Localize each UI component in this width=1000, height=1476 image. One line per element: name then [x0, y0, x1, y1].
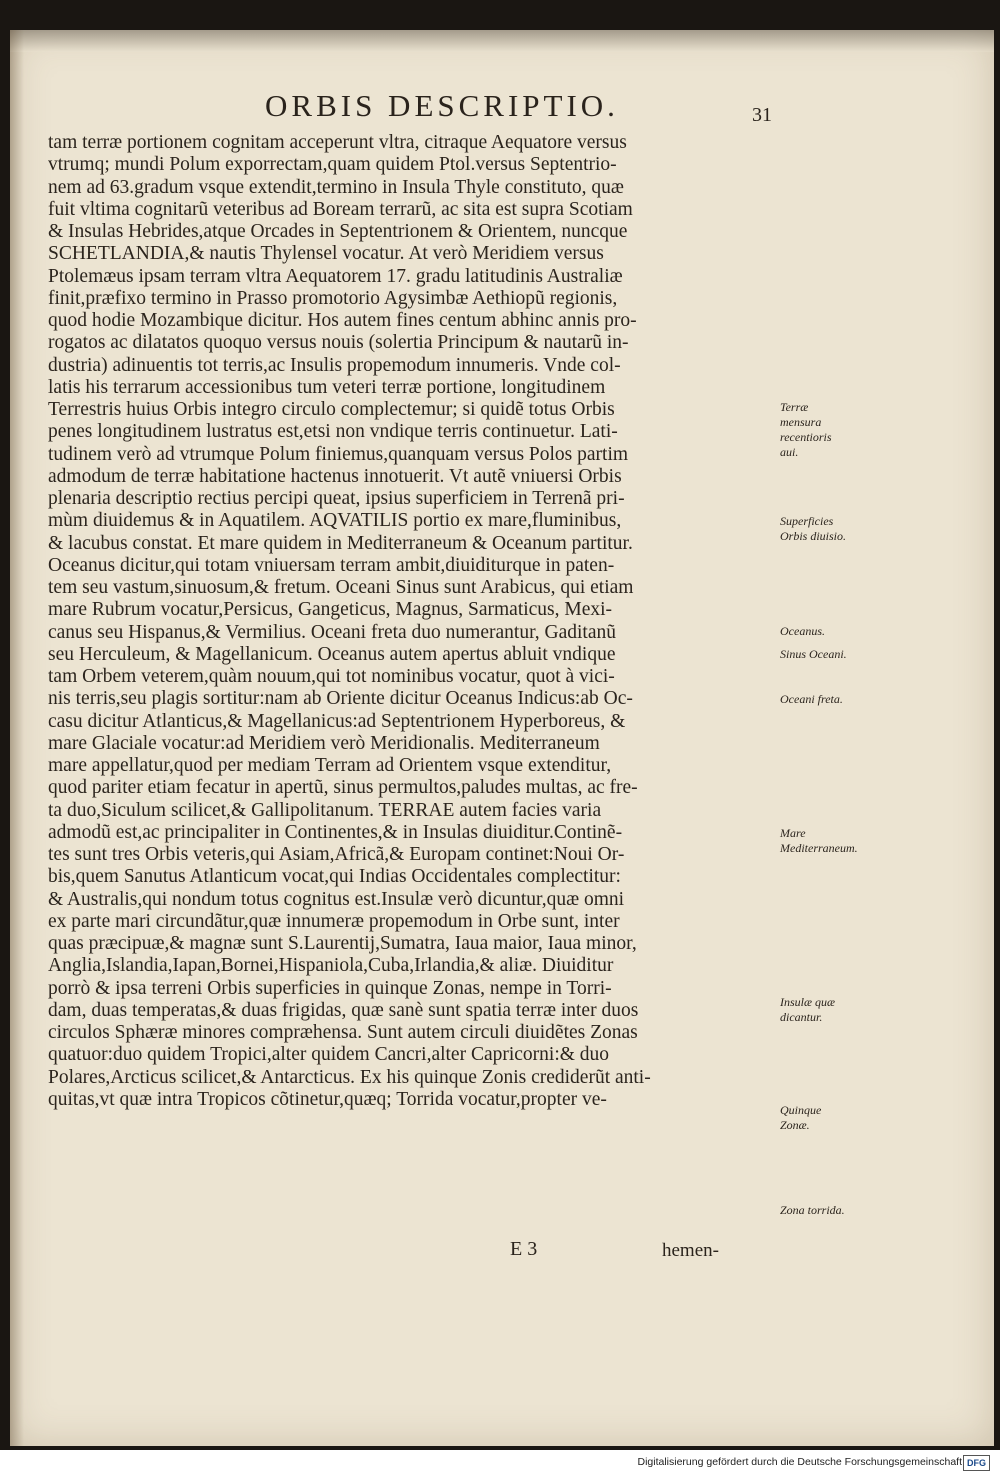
text-line: quod hodie Mozambique dicitur. Hos autem fines centum abhinc annis pro-	[48, 310, 637, 331]
text-line: tes sunt tres Orbis veteris,qui Asiam,Africã,& Europam continet:Noui Or-	[48, 844, 625, 865]
margin-note: Oceanus.	[780, 624, 825, 638]
text-line: mùm diuidemus & in Aquatilem. AQVATILIS portio ex mare,fluminibus,	[48, 510, 622, 532]
text-line: fuit vltima cognitarũ veteribus ad Boream terrarũ, ac sita est supra Scotiam	[48, 198, 633, 220]
text-line: & Insulas Hebrides,atque Orcades in Septentrionem & Orientem, nuncque	[48, 221, 628, 242]
text-line: quitas,vt quæ intra Tropicos cõtinetur,quæq; Torrida vocatur,propter ve-	[48, 1088, 607, 1110]
text-line: ex parte mari circundãtur,quæ innumeræ propemodum in Orbe sunt, inter	[48, 910, 620, 932]
text-line: porrò & ipsa terreni Orbis superficies in quinque Zonas, nempe in Torri-	[48, 977, 612, 999]
margin-note: Quinque Zonæ.	[780, 1103, 822, 1132]
text-line: seu Herculeum, & Magellanicum. Oceanus autem apertus abluit vndique	[48, 643, 616, 665]
body-text	[48, 132, 788, 1111]
text-line: dam, duas temperatas,& duas frigidas, quæ sanè sunt spatia terræ inter duos	[48, 999, 639, 1021]
margin-note: Sinus Oceani.	[780, 647, 847, 661]
text-line: nem ad 63.gradum vsque extendit,termino in Insula Thyle constituto, quæ	[48, 176, 624, 198]
signature-mark: E 3	[510, 1238, 538, 1260]
text-line: tudinem verò ad vtrumque Polum finiemus,quanquam versus Polos partim	[48, 443, 629, 465]
text-line: quas præcipuæ,& magnæ sunt S.Laurentij,Sumatra, Iaua maior, Iaua minor,	[48, 933, 637, 954]
text-line: canus seu Hispanus,& Vermilius. Oceani freta duo numerantur, Gaditanũ	[48, 621, 617, 643]
book-page	[10, 30, 994, 1446]
text-line: bis,quem Sanutus Atlanticum vocat,qui Indias Occidentales complectitur:	[48, 866, 621, 888]
margin-note: Superficies Orbis diuisio.	[780, 514, 847, 543]
text-line: ta duo,Siculum scilicet,& Gallipolitanum. TERRAE autem facies varia	[48, 799, 602, 821]
page-gutter-shadow	[10, 30, 24, 1446]
text-line: finit,præfixo termino in Prasso promotorio Agysimbæ Aethiopũ regionis,	[48, 287, 618, 309]
text-line: circulos Sphæræ minores compræhensa. Sunt autem circuli diuidẽtes Zonas	[48, 1022, 638, 1043]
catchword: hemen-	[662, 1240, 719, 1261]
margin-note: Insulæ quæ dicantur.	[780, 995, 836, 1024]
text-line: Terrestris huius Orbis integro circulo complectemur; si quidẽ totus Orbis	[48, 399, 615, 420]
text-line: admodũ est,ac principaliter in Continentes,& in Insulas diuiditur.Continẽ-	[48, 821, 623, 843]
text-line: mare Rubrum vocatur,Persicus, Gangeticus, Magnus, Sarmaticus, Mexi-	[48, 599, 613, 621]
page-number: 31	[752, 104, 772, 126]
text-line: SCHETLANDIA,& nautis Thylensel vocatur. At verò Meridiem versus	[48, 243, 604, 265]
text-line: quatuor:duo quidem Tropici,alter quidem Cancri,alter Capricorni:& duo	[48, 1044, 610, 1066]
margin-note: Mare Mediterraneum.	[780, 826, 858, 855]
text-line: & lacubus constat. Et mare quidem in Mediterraneum & Oceanum partitur.	[48, 532, 633, 554]
text-line: mare appellatur,quod per mediam Terram ad Orientem vsque extenditur,	[48, 755, 612, 776]
text-line: Oceanus dicitur,qui totam vniuersam terram ambit,diuiditurque in paten-	[48, 554, 615, 576]
text-line: penes longitudinem lustratus est,etsi non vndique terris continuetur. Lati-	[48, 421, 618, 443]
page-top-shadow	[10, 30, 994, 52]
margin-note: Zona torrida.	[780, 1203, 845, 1217]
text-line: tam Orbem veterem,quàm nouum,qui tot nominibus vocatur, quot à vici-	[48, 666, 615, 687]
text-line: mare Glaciale vocatur:ad Meridiem verò Meridionalis. Mediterraneum	[48, 732, 600, 754]
text-line: quod pariter etiam fecatur in apertũ, sinus permultos,paludes multas, ac fre-	[48, 777, 638, 799]
text-line: plenaria descriptio rectius percipi queat, ipsius superficiem in Terrenã pri-	[48, 488, 625, 509]
text-line: & Australis,qui nondum totus cognitus est.Insulæ verò dicuntur,quæ omni	[48, 888, 625, 910]
text-line: tam terræ portionem cognitam acceperunt vltra, citraque Aequatore versus	[48, 132, 627, 153]
funding-notice: Digitalisierung gefördert durch die Deutsche Forschungsgemeinschaft	[637, 1456, 962, 1468]
margin-note: Terræ mensura recentioris aui.	[780, 400, 832, 459]
text-line: rogatos ac dilatatos quoquo versus nouis (solertia Principum & nautarũ in-	[48, 332, 629, 354]
text-line: latis his terrarum accessionibus tum veteri terræ portione, longitudinem	[48, 376, 606, 398]
text-line: dustria) adinuentis tot terris,ac Insulis propemodum innumeris. Vnde col-	[48, 354, 621, 376]
text-line: admodum de terræ habitatione hactenus innotuerit. Vt autẽ vniuersi Orbis	[48, 465, 622, 487]
text-line: nis terris,seu plagis sortitur:nam ab Oriente dicitur Oceanus Indicus:ab Oc-	[48, 688, 633, 710]
footer-bar	[0, 1450, 1000, 1476]
margin-note: Oceani freta.	[780, 692, 843, 706]
running-head: ORBIS DESCRIPTIO.	[265, 88, 619, 123]
text-line: Polares,Arcticus scilicet,& Antarcticus. Ex his quinque Zonis crediderũt anti-	[48, 1066, 651, 1088]
text-line: Anglia,Islandia,Iapan,Bornei,Hispaniola,Cuba,Irlandia,& aliæ. Diuiditur	[48, 955, 614, 977]
dfg-logo-icon: DFG	[963, 1455, 990, 1471]
text-line: vtrumq; mundi Polum exporrectam,quam quidem Ptol.versus Septentrio-	[48, 154, 617, 176]
text-line: tem seu vastum,sinuosum,& fretum. Oceani Sinus sunt Arabicus, qui etiam	[48, 577, 634, 598]
text-line: casu dicitur Atlanticus,& Magellanicus:ad Septentrionem Hyperboreus, &	[48, 710, 626, 732]
text-line: Ptolemæus ipsam terram vltra Aequatorem 17. gradu latitudinis Australiæ	[48, 265, 623, 287]
